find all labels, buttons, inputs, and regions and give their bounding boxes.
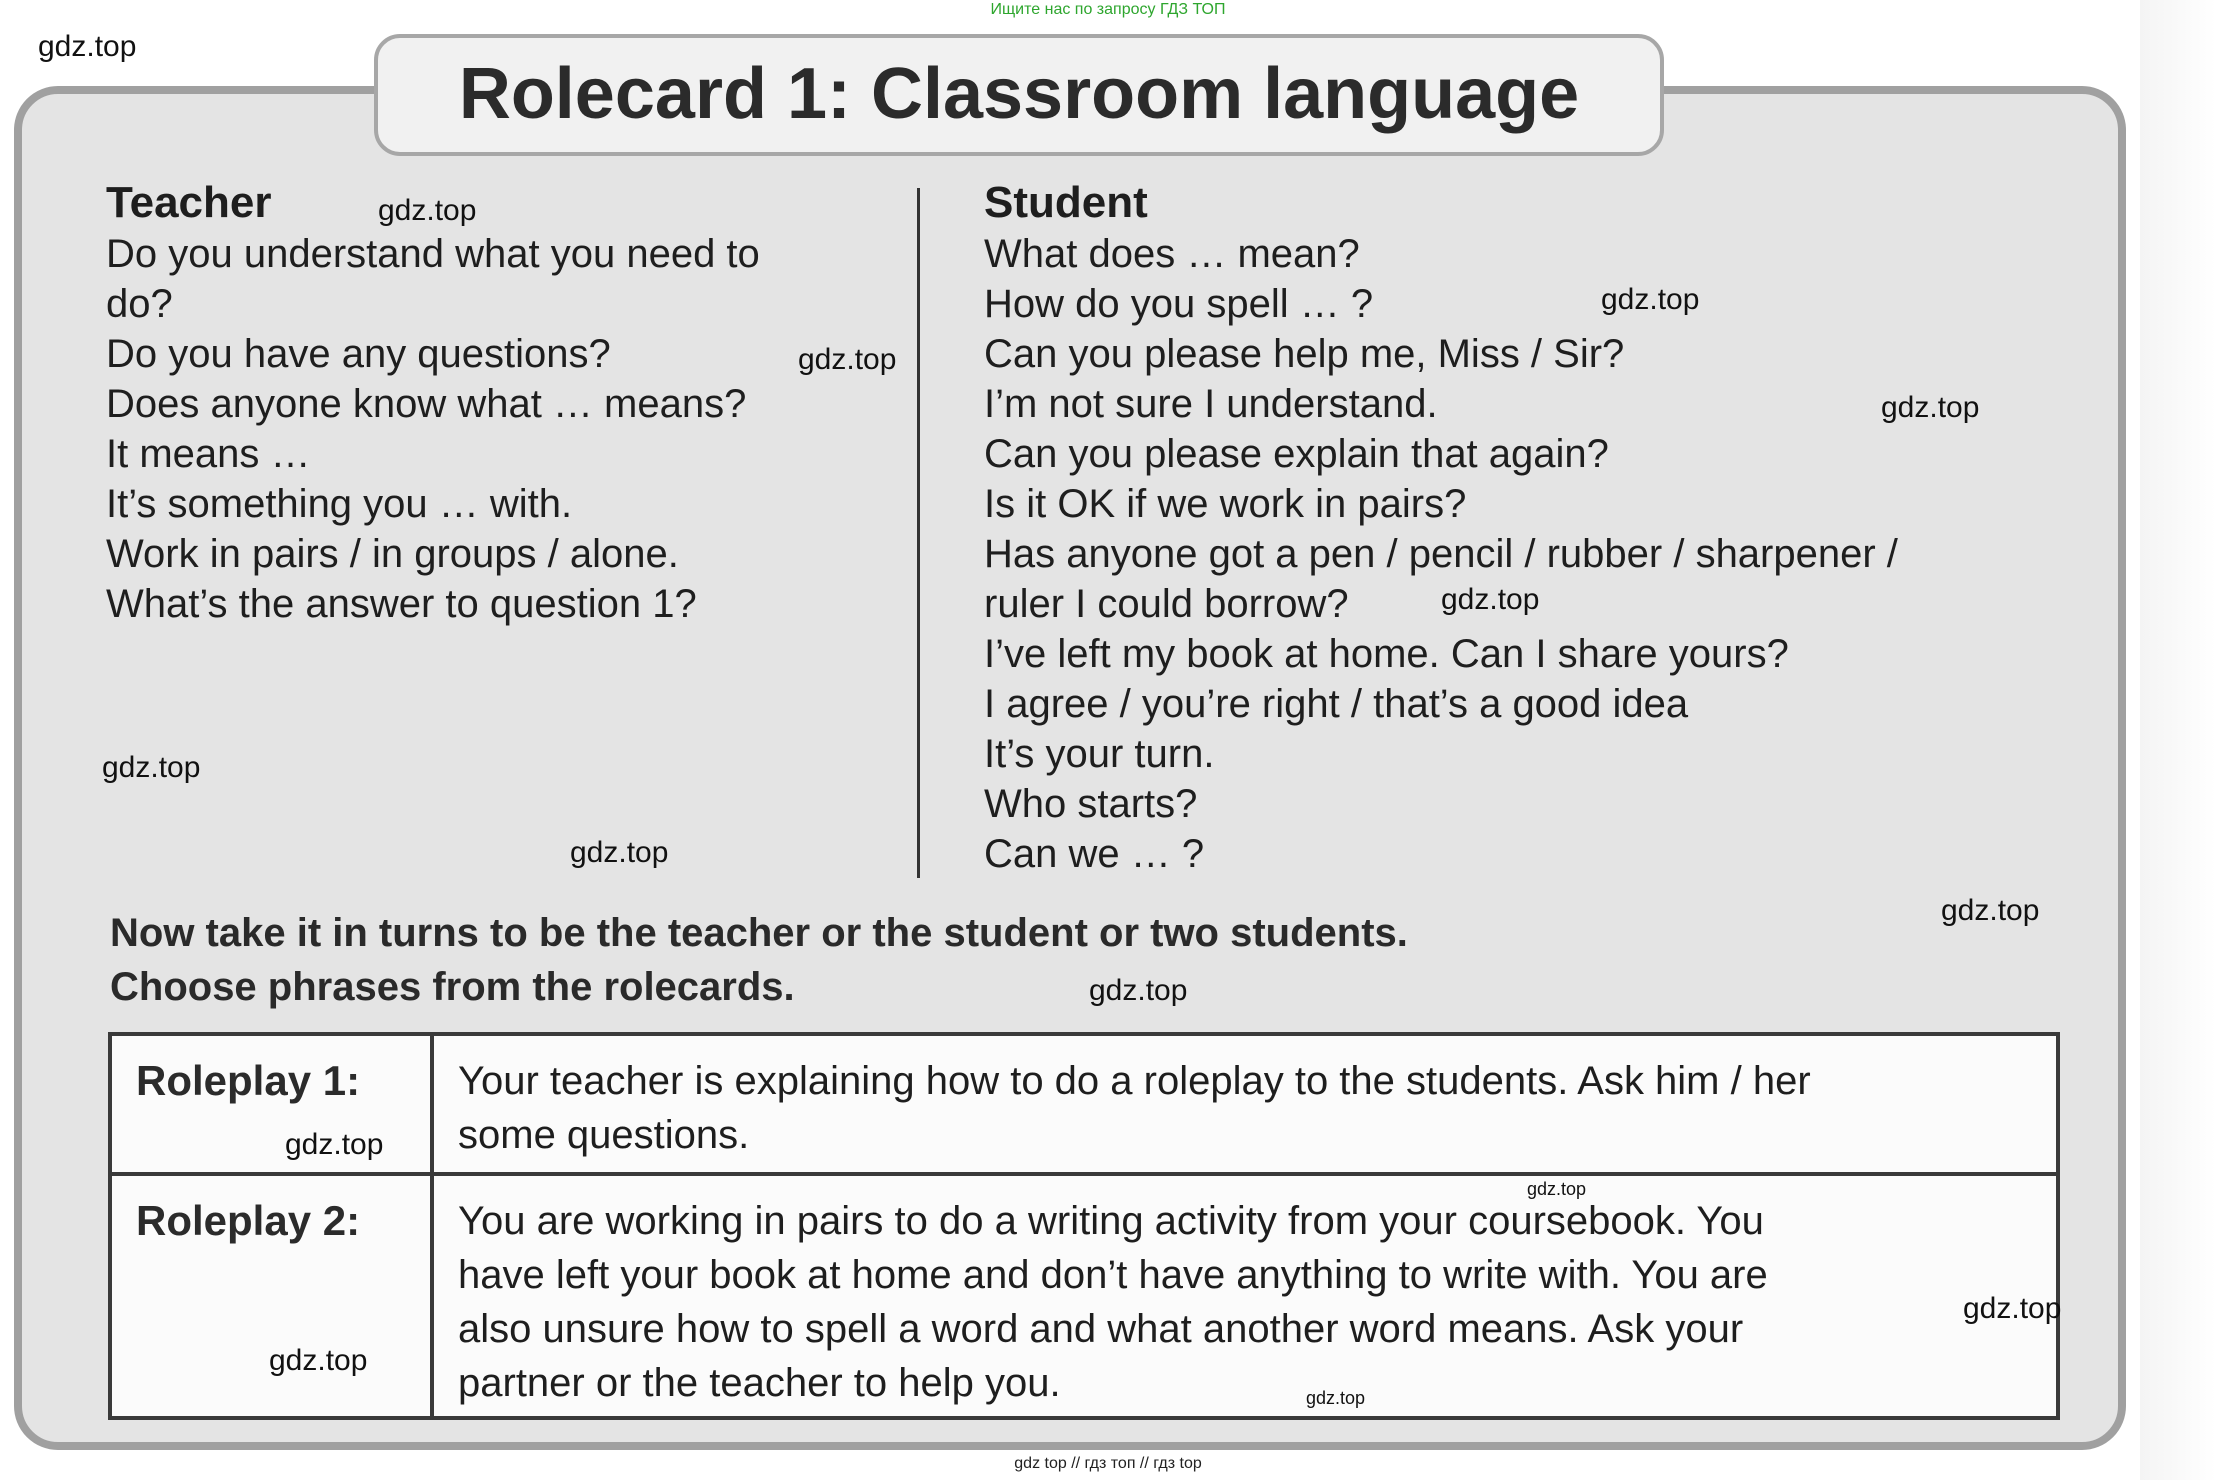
rolecard-title: Rolecard 1: Classroom language <box>458 54 1580 134</box>
column-divider <box>917 188 920 878</box>
watermark: gdz.top <box>1306 1388 1366 1408</box>
roleplay-label: Roleplay 1: <box>136 1057 361 1104</box>
page-edge-shadow <box>2140 0 2216 1480</box>
teacher-column <box>106 177 906 629</box>
teacher-phrase: Do you understand what you need to <box>106 232 760 276</box>
watermark: gdz.top <box>1941 894 2040 927</box>
watermark: gdz.top <box>1601 283 1700 316</box>
roleplay-row <box>112 1036 2056 1176</box>
bottom-site-links[interactable]: gdz top // гдз топ // гдз top <box>1014 1455 1202 1472</box>
student-phrase: It’s your turn. <box>984 732 1215 776</box>
teacher-phrase: Work in pairs / in groups / alone. <box>106 532 679 576</box>
watermark: gdz.top <box>1441 583 1540 616</box>
watermark: gdz.top <box>285 1128 384 1161</box>
roleplay-text-line: some questions. <box>458 1113 750 1157</box>
rolecard-title-tab <box>374 34 1664 156</box>
roleplay-row <box>112 1176 2056 1416</box>
student-column <box>984 177 2074 879</box>
student-phrase: I’m not sure I understand. <box>984 382 1438 426</box>
watermark: gdz.top <box>1527 1179 1587 1199</box>
student-phrase: Can we … ? <box>984 832 1205 876</box>
teacher-phrase: It means … <box>106 432 311 476</box>
watermark: gdz.top <box>1089 974 1188 1007</box>
student-phrase: Who starts? <box>984 782 1198 826</box>
student-phrase: Has anyone got a pen / pencil / rubber / sharpener / <box>984 532 1898 576</box>
watermark: gdz.top <box>1963 1292 2062 1325</box>
student-phrase: How do you spell … ? <box>984 282 1374 326</box>
roleplay-text-line: have left your book at home and don’t have anything to write with. You are <box>458 1253 1768 1297</box>
student-phrase: Is it OK if we work in pairs? <box>984 482 1467 526</box>
roleplay-description <box>458 1194 2038 1410</box>
teacher-heading: Teacher <box>106 178 272 227</box>
top-banner-link[interactable]: Ищите нас по запросу ГДЗ ТОП <box>990 1 1226 18</box>
roleplay-text-line: You are working in pairs to do a writing activity from your coursebook. You <box>458 1199 1764 1243</box>
watermark: gdz.top <box>570 836 669 869</box>
watermark: gdz.top <box>102 751 201 784</box>
teacher-phrase: It’s something you … with. <box>106 482 573 526</box>
watermark: gdz.top <box>38 30 137 63</box>
student-heading: Student <box>984 178 1148 227</box>
roleplay-text-line: partner or the teacher to help you. <box>458 1361 1061 1405</box>
student-phrase: I agree / you’re right / that’s a good idea <box>984 682 1689 726</box>
teacher-phrase: Do you have any questions? <box>106 332 611 376</box>
instruction-line: Now take it in turns to be the teacher or the student or two students. <box>110 911 1408 955</box>
teacher-phrase: do? <box>106 282 173 326</box>
roleplay-table <box>108 1032 2060 1420</box>
roleplay-text-line: also unsure how to spell a word and what another word means. Ask your <box>458 1307 1744 1351</box>
watermark: gdz.top <box>269 1344 368 1377</box>
student-phrase: Can you please explain that again? <box>984 432 1609 476</box>
roleplay-label: Roleplay 2: <box>136 1197 361 1244</box>
student-phrase: I’ve left my book at home. Can I share yours? <box>984 632 1789 676</box>
teacher-phrase: What’s the answer to question 1? <box>106 582 697 626</box>
watermark: gdz.top <box>1881 391 1980 424</box>
watermark: gdz.top <box>798 343 897 376</box>
student-phrase: What does … mean? <box>984 232 1360 276</box>
watermark: gdz.top <box>378 194 477 227</box>
roleplay-description <box>458 1054 2038 1162</box>
student-phrase: ruler I could borrow? <box>984 582 1349 626</box>
student-phrase: Can you please help me, Miss / Sir? <box>984 332 1625 376</box>
task-instructions <box>110 906 1910 1014</box>
roleplay-text-line: Your teacher is explaining how to do a roleplay to the students. Ask him / her <box>458 1059 1811 1103</box>
instruction-line: Choose phrases from the rolecards. <box>110 965 795 1009</box>
teacher-phrase: Does anyone know what … means? <box>106 382 747 426</box>
